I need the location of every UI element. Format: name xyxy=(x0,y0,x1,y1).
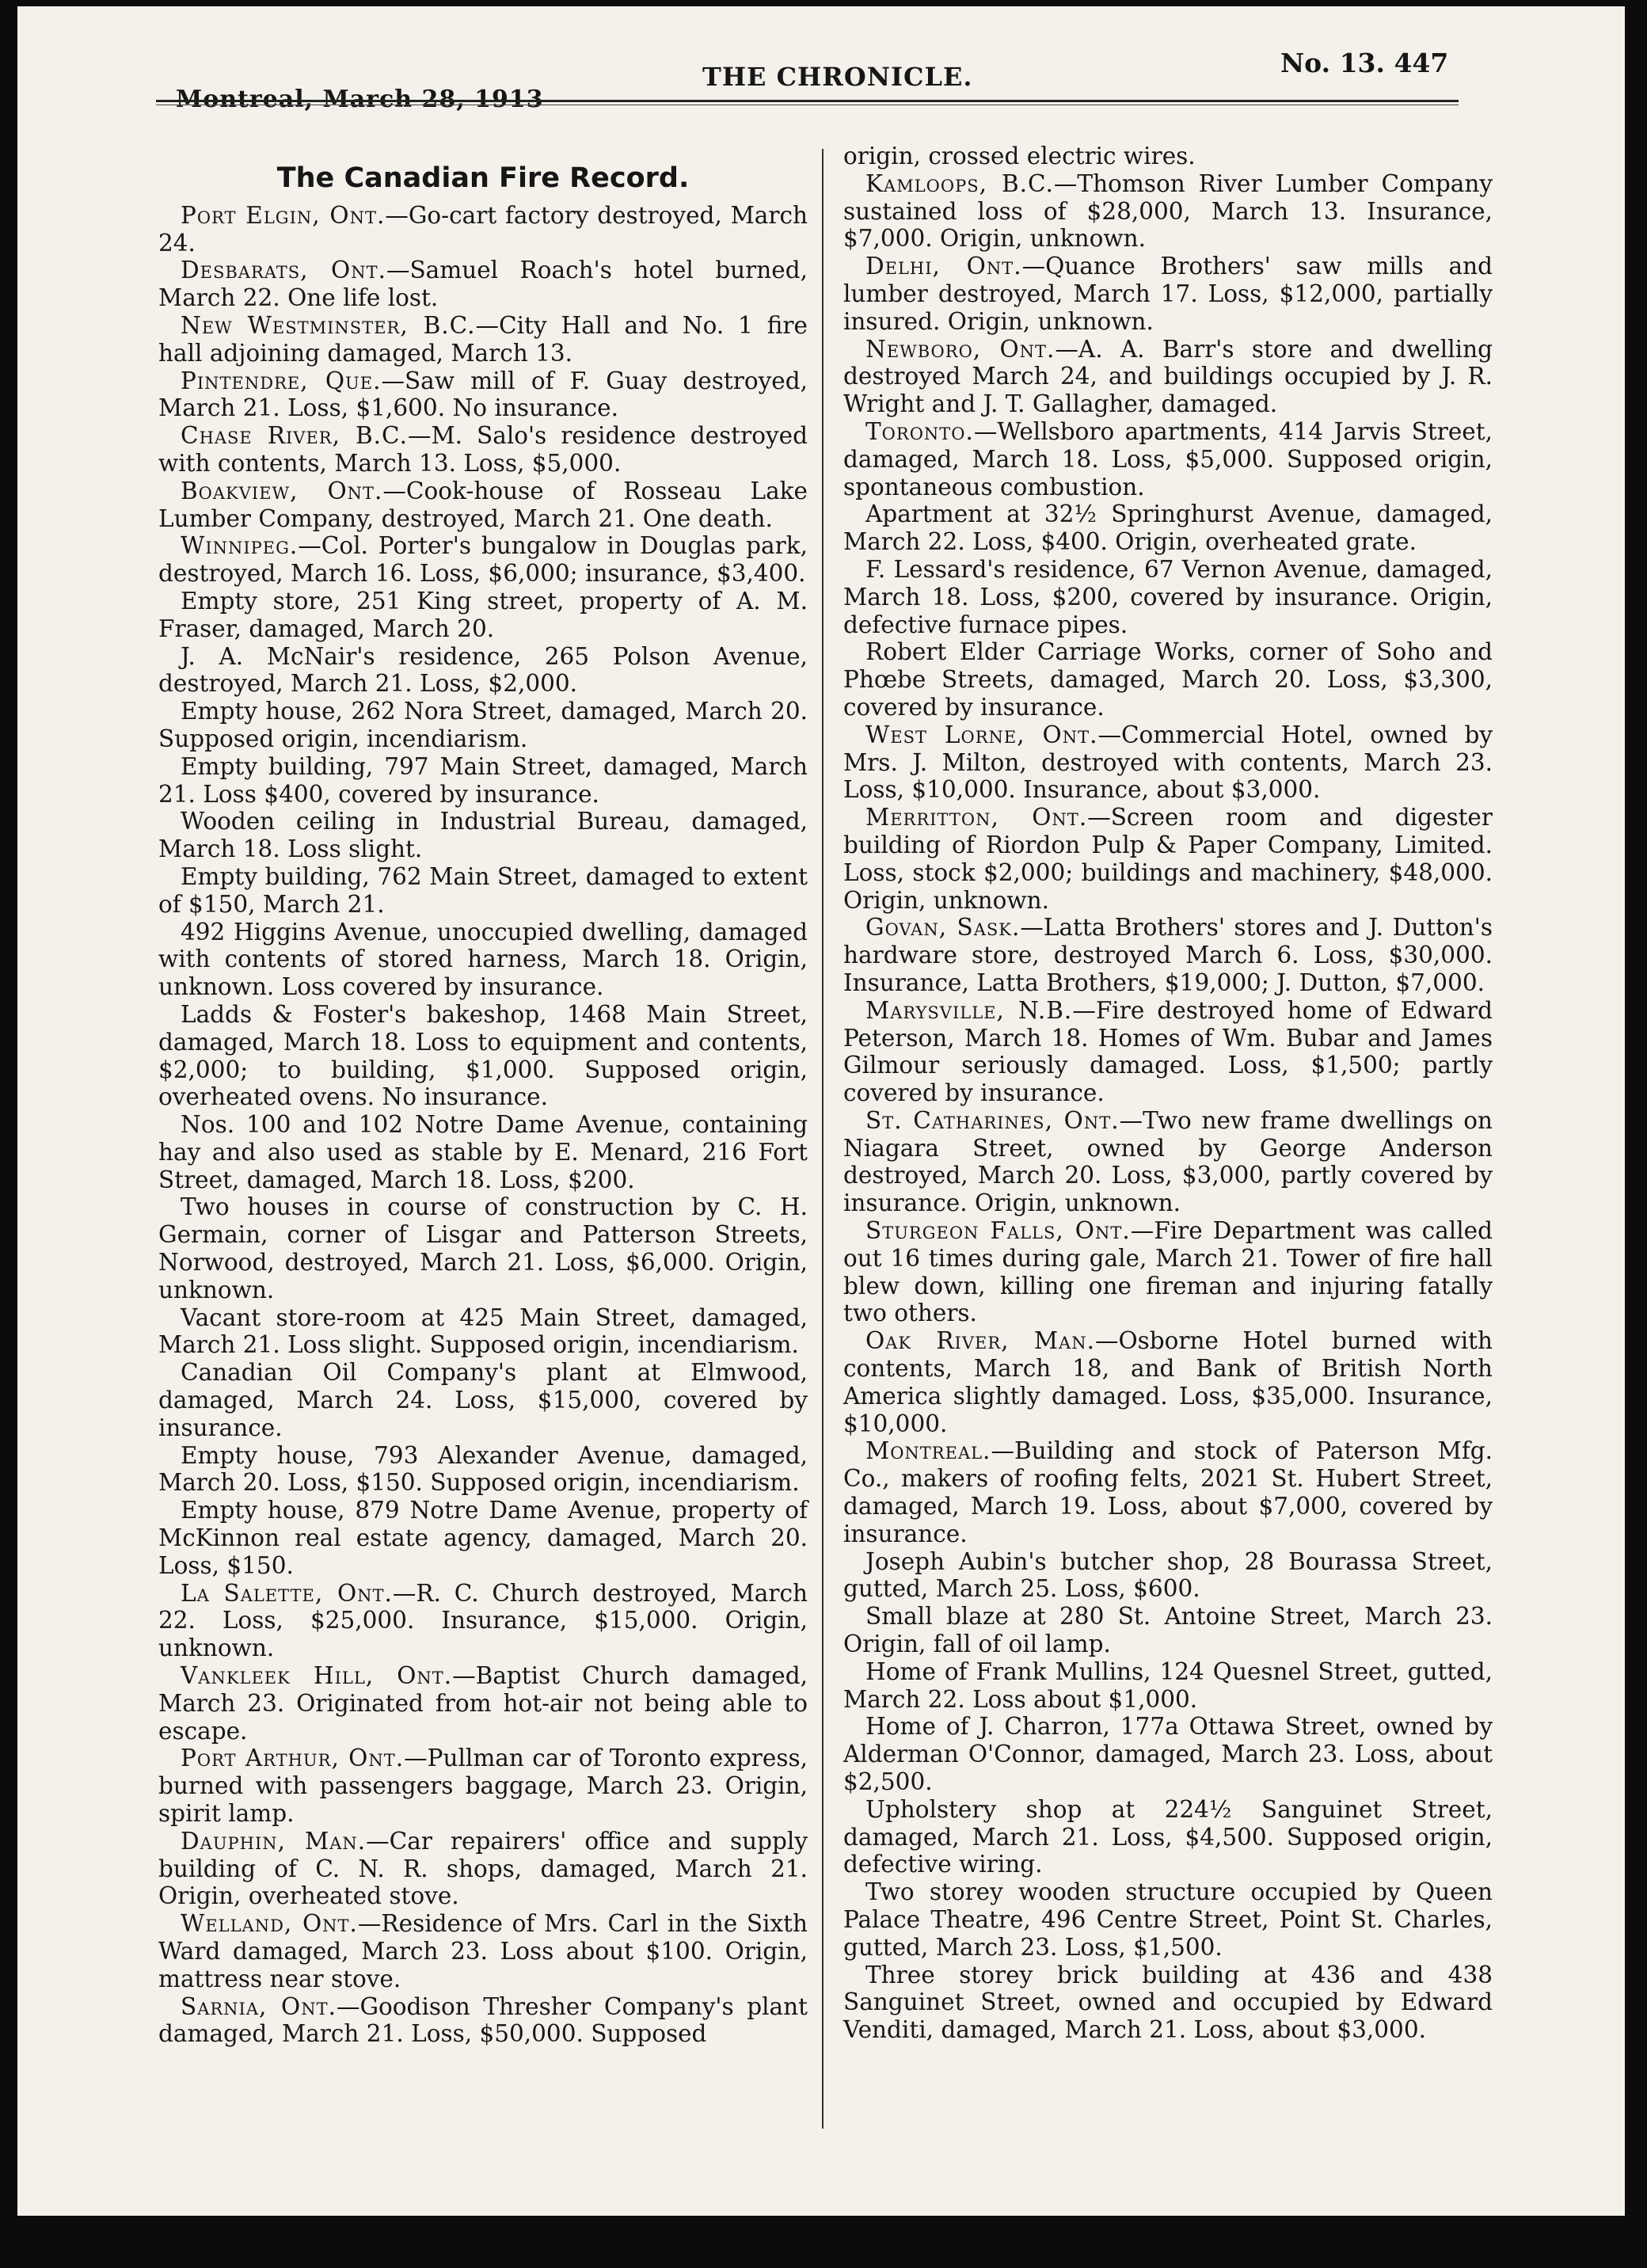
entry-text: Wooden ceiling in Industrial Bureau, damaged, March 18. Loss slight. xyxy=(158,808,808,863)
entry-place: Montreal. xyxy=(865,1437,991,1465)
entry-text: Vacant store-room at 425 Main Street, damaged, March 21. Loss slight. Supposed origin, incendiarism. xyxy=(158,1303,808,1359)
entry-text: —A. A. Barr's store and dwelling destroyed March 24, and buildings occupied by J. R. Wright and J. T. Gallagher, damaged. xyxy=(843,335,1493,418)
fire-record-entry xyxy=(158,1304,808,1360)
fire-record-entry xyxy=(158,698,808,753)
entry-text: —Goodison Thresher Company's plant damaged, March 21. Loss, $50,000. Supposed xyxy=(158,1992,808,2048)
entry-text: Empty building, 762 Main Street, damaged to extent of $150, March 21. xyxy=(158,862,808,918)
fire-record-entry xyxy=(843,997,1493,1107)
fire-record-entry xyxy=(843,804,1493,914)
entry-place: Welland, Ont. xyxy=(181,1910,358,1938)
fire-record-entry xyxy=(843,170,1493,253)
entry-place: Pintendre, Que. xyxy=(181,367,382,394)
running-head xyxy=(17,6,1625,125)
entry-text: —Car repairers' office and supply building of C. N. R. shops, damaged, March 21. Origin, overheated stove. xyxy=(158,1827,808,1910)
fire-record-entry xyxy=(158,1580,808,1662)
entry-text: —Baptist Church damaged, March 23. Originated from hot-air not being able to escape. xyxy=(158,1662,808,1745)
fire-record-entry xyxy=(158,1745,808,1827)
entry-place: Kamloops, B.C. xyxy=(865,169,1054,197)
entry-text: Nos. 100 and 102 Notre Dame Avenue, containing hay and also used as stable by E. Menard, 216 Fort Street, damaged, March 18. Loss, $200. xyxy=(158,1111,808,1193)
fire-record-entry xyxy=(158,1111,808,1193)
entry-text: Empty store, 251 King street, property of A. M. Fraser, damaged, March 20. xyxy=(158,587,808,642)
left-column xyxy=(158,162,808,2048)
fire-record-entry xyxy=(158,1910,808,1992)
entry-text: 492 Higgins Avenue, unoccupied dwelling, damaged with contents of stored harness, March 18. Origin, unknown. Loss covered by insurance. xyxy=(158,918,808,1001)
entry-place: Chase River, B.C. xyxy=(181,422,408,450)
publication-title: THE CHRONICLE. xyxy=(702,62,973,92)
entry-place: Port Arthur, Ont. xyxy=(181,1745,405,1772)
entry-place: Sarnia, Ont. xyxy=(181,1992,337,2020)
right-entries xyxy=(843,170,1493,2044)
issue-page-number: No. 13. 447 xyxy=(1280,48,1449,78)
fire-record-entry xyxy=(158,1193,808,1303)
fire-record-entry xyxy=(843,1327,1493,1437)
fire-record-entry xyxy=(843,1217,1493,1327)
entry-text: Empty building, 797 Main Street, damaged, March 21. Loss $400, covered by insurance. xyxy=(158,752,808,808)
entry-text: Empty house, 879 Notre Dame Avenue, property of McKinnon real estate agency, damaged, March 20. Loss, $150. xyxy=(158,1497,808,1579)
entry-text: —Go-cart factory destroyed, March 24. xyxy=(158,201,808,257)
entry-text: Joseph Aubin's butcher shop, 28 Bourassa Street, gutted, March 25. Loss, $600. xyxy=(843,1547,1493,1603)
fire-record-entry xyxy=(158,1442,808,1497)
entry-text: —Pullman car of Toronto express, burned with passengers baggage, March 23. Origin, spirit lamp. xyxy=(158,1745,808,1828)
fire-record-entry xyxy=(158,588,808,643)
right-column xyxy=(843,143,1493,2044)
entry-place: Newboro, Ont. xyxy=(865,335,1056,363)
entry-text: Empty house, 793 Alexander Avenue, damaged, March 20. Loss, $150. Supposed origin, incendiarism. xyxy=(158,1441,808,1497)
newspaper-page xyxy=(17,6,1625,2216)
entry-text: Robert Elder Carriage Works, corner of Soho and Phœbe Streets, damaged, March 20. Loss, $3,300, covered by insurance. xyxy=(843,638,1493,721)
entry-text: Upholstery shop at 224½ Sanguinet Street, damaged, March 21. Loss, $4,500. Supposed origin, defective wiring. xyxy=(843,1795,1493,1878)
entry-text: —Fire Department was called out 16 times during gale, March 21. Tower of fire hall blew down, killing one fireman and injuring fatally two others. xyxy=(843,1217,1493,1327)
entry-place: Vankleek Hill, Ont. xyxy=(181,1662,453,1690)
entry-text: —Saw mill of F. Guay destroyed, March 21. Loss, $1,600. No insurance. xyxy=(158,367,808,422)
fire-record-entry xyxy=(843,1962,1493,2044)
entry-text: —Screen room and digester building of Riordon Pulp & Paper Company, Limited. Loss, stock $2,000; buildings and machinery, $48,000. Origin, unknown. xyxy=(843,804,1493,914)
fire-record-entry xyxy=(843,1658,1493,1714)
entry-text: —Commercial Hotel, owned by Mrs. J. Milton, destroyed with contents, March 23. Loss, $10,000. Insurance, about $3,000. xyxy=(843,721,1493,804)
fire-record-entry xyxy=(158,919,808,1001)
entry-place: Marysville, N.B. xyxy=(865,996,1073,1024)
fire-record-entry xyxy=(158,753,808,809)
fire-record-entry xyxy=(158,478,808,533)
entry-text: —Thomson River Lumber Company sustained loss of $28,000, March 13. Insurance, $7,000. Origin, unknown. xyxy=(843,169,1493,253)
fire-record-entry xyxy=(843,1713,1493,1795)
entry-text: Empty house, 262 Nora Street, damaged, March 20. Supposed origin, incendiarism. xyxy=(158,698,808,752)
entry-text: F. Lessard's residence, 67 Vernon Avenue, damaged, March 18. Loss, $200, covered by insurance. Origin, defective furnace pipes. xyxy=(843,555,1493,638)
fire-record-entry xyxy=(843,914,1493,996)
entry-place: La Salette, Ont. xyxy=(181,1579,393,1607)
fire-record-entry xyxy=(843,1603,1493,1658)
entry-text: Small blaze at 280 St. Antoine Street, March 23. Origin, fall of oil lamp. xyxy=(843,1603,1493,1658)
entry-text: —Fire destroyed home of Edward Peterson, March 18. Homes of Wm. Bubar and James Gilmour seriously damaged. Loss, $1,500; partly covered by insurance. xyxy=(843,996,1493,1107)
entry-text: —Latta Brothers' stores and J. Dutton's hardware store, destroyed March 6. Loss, $30,000. Insurance, Latta Brothers, $19,000; J. Dutton, $7,000. xyxy=(843,914,1493,996)
fire-record-entry xyxy=(158,312,808,367)
fire-record-entry xyxy=(158,367,808,423)
entry-text: —Wellsboro apartments, 414 Jarvis Street, damaged, March 18. Loss, $5,000. Supposed origin, spontaneous combustion. xyxy=(843,417,1493,500)
entry-text: J. A. McNair's residence, 265 Polson Avenue, destroyed, March 21. Loss, $2,000. xyxy=(158,642,808,698)
entry-text: Home of J. Charron, 177a Ottawa Street, owned by Alderman O'Connor, damaged, March 23. Loss, about $2,500. xyxy=(843,1713,1493,1796)
fire-record-entry xyxy=(158,257,808,312)
continued-text: origin, crossed electric wires. xyxy=(843,143,1196,169)
entry-place: Delhi, Ont. xyxy=(865,253,1022,280)
entry-text: Canadian Oil Company's plant at Elmwood, damaged, March 24. Loss, $15,000, covered by insurance. xyxy=(158,1359,808,1441)
entry-text: —M. Salo's residence destroyed with contents, March 13. Loss, $5,000. xyxy=(158,422,808,477)
dateline: Montreal, March 28, 1913 xyxy=(176,86,544,113)
entry-text: Home of Frank Mullins, 124 Quesnel Street, gutted, March 22. Loss about $1,000. xyxy=(843,1657,1493,1713)
entry-place: Govan, Sask. xyxy=(865,914,1021,942)
fire-record-entry xyxy=(843,500,1493,556)
entry-text: —Residence of Mrs. Carl in the Sixth Ward damaged, March 23. Loss about $100. Origin, mattress near stove. xyxy=(158,1910,808,1992)
fire-record-entry xyxy=(158,1359,808,1441)
fire-record-entry xyxy=(158,1497,808,1579)
entry-text: —Cook-house of Rosseau Lake Lumber Company, destroyed, March 21. One death. xyxy=(158,477,808,532)
entry-place: St. Catharines, Ont. xyxy=(865,1106,1120,1134)
entry-place: Port Elgin, Ont. xyxy=(181,201,386,229)
entry-place: Merritton, Ont. xyxy=(865,804,1088,831)
entry-text: Two storey wooden structure occupied by Queen Palace Theatre, 496 Centre Street, Point St. Charles, gutted, March 23. Loss, $1,500. xyxy=(843,1878,1493,1961)
entry-text: Ladds & Foster's bakeshop, 1468 Main Street, damaged, March 18. Loss to equipment and contents, $2,000; to building, $1,000. Supposed origin, overheated ovens. No insurance. xyxy=(158,1000,808,1111)
entry-text: —R. C. Church destroyed, March 22. Loss, $25,000. Insurance, $15,000. Origin, unknown. xyxy=(158,1579,808,1662)
entry-place: Desbarats, Ont. xyxy=(181,257,386,284)
entry-text: Apartment at 32½ Springhurst Avenue, damaged, March 22. Loss, $400. Origin, overheated grate. xyxy=(843,500,1493,556)
entry-place: Winnipeg. xyxy=(181,532,299,560)
entry-text: —Quance Brothers' saw mills and lumber destroyed, March 17. Loss, $12,000, partially insured. Origin, unknown. xyxy=(843,253,1493,335)
entry-text: Three storey brick building at 436 and 438 Sanguinet Street, owned and occupied by Edward Venditi, damaged, March 21. Loss, about $3,000. xyxy=(843,1961,1493,2044)
fire-record-entry xyxy=(158,532,808,588)
fire-record-entry xyxy=(158,1001,808,1111)
entry-text: —Two new frame dwellings on Niagara Street, owned by George Anderson destroyed, March 20. Loss, $3,000, partly covered by insurance. Origin, unknown. xyxy=(843,1106,1493,1217)
entry-place: New Westminster, B.C. xyxy=(181,311,476,339)
fire-record-entry xyxy=(843,721,1493,804)
fire-record-entry xyxy=(158,808,808,863)
fire-record-entry xyxy=(843,418,1493,500)
fire-record-entry xyxy=(158,863,808,919)
fire-record-entry xyxy=(843,1437,1493,1547)
entry-text: Two houses in course of construction by C. H. Germain, corner of Lisgar and Patterson Streets, Norwood, destroyed, March 21. Loss, $6,000. Origin, unknown. xyxy=(158,1193,808,1303)
fire-record-entry xyxy=(843,1548,1493,1604)
fire-record-entry xyxy=(843,336,1493,418)
left-entries xyxy=(158,202,808,2048)
fire-record-entry xyxy=(158,1993,808,2049)
entry-place: Toronto. xyxy=(865,417,974,445)
entry-place: Boakview, Ont. xyxy=(181,477,383,504)
entry-text: —City Hall and No. 1 fire hall adjoining damaged, March 13. xyxy=(158,311,808,367)
entry-place: Sturgeon Falls, Ont. xyxy=(865,1217,1131,1245)
header-rule xyxy=(156,100,1459,102)
fire-record-entry xyxy=(843,638,1493,721)
fire-record-entry xyxy=(843,1878,1493,1961)
article-heading: The Canadian Fire Record. xyxy=(276,162,690,194)
column-divider xyxy=(822,149,824,2129)
fire-record-entry xyxy=(158,1828,808,1910)
fire-record-entry xyxy=(843,253,1493,335)
fire-record-entry xyxy=(158,202,808,257)
entry-text: —Samuel Roach's hotel burned, March 22. One life lost. xyxy=(158,257,808,312)
entry-text: —Building and stock of Paterson Mfg. Co., makers of roofing felts, 2021 St. Hubert Street, damaged, March 19. Loss, about $7,000, covered by insurance. xyxy=(843,1437,1493,1547)
fire-record-entry xyxy=(158,643,808,698)
entry-place: Oak River, Man. xyxy=(865,1327,1095,1355)
fire-record-entry xyxy=(158,1662,808,1745)
entry-text: —Col. Porter's bungalow in Douglas park, destroyed, March 16. Loss, $6,000; insurance, $3,400. xyxy=(158,532,808,588)
entry-place: Dauphin, Man. xyxy=(181,1827,367,1855)
fire-record-entry xyxy=(158,422,808,478)
entry-place: West Lorne, Ont. xyxy=(865,721,1098,748)
fire-record-entry xyxy=(843,1107,1493,1217)
fire-record-entry xyxy=(843,1796,1493,1878)
entry-text: —Osborne Hotel burned with contents, March 18, and Bank of British North America slightly damaged. Loss, $35,000. Insurance, $10,000. xyxy=(843,1327,1493,1437)
fire-record-entry xyxy=(843,556,1493,638)
